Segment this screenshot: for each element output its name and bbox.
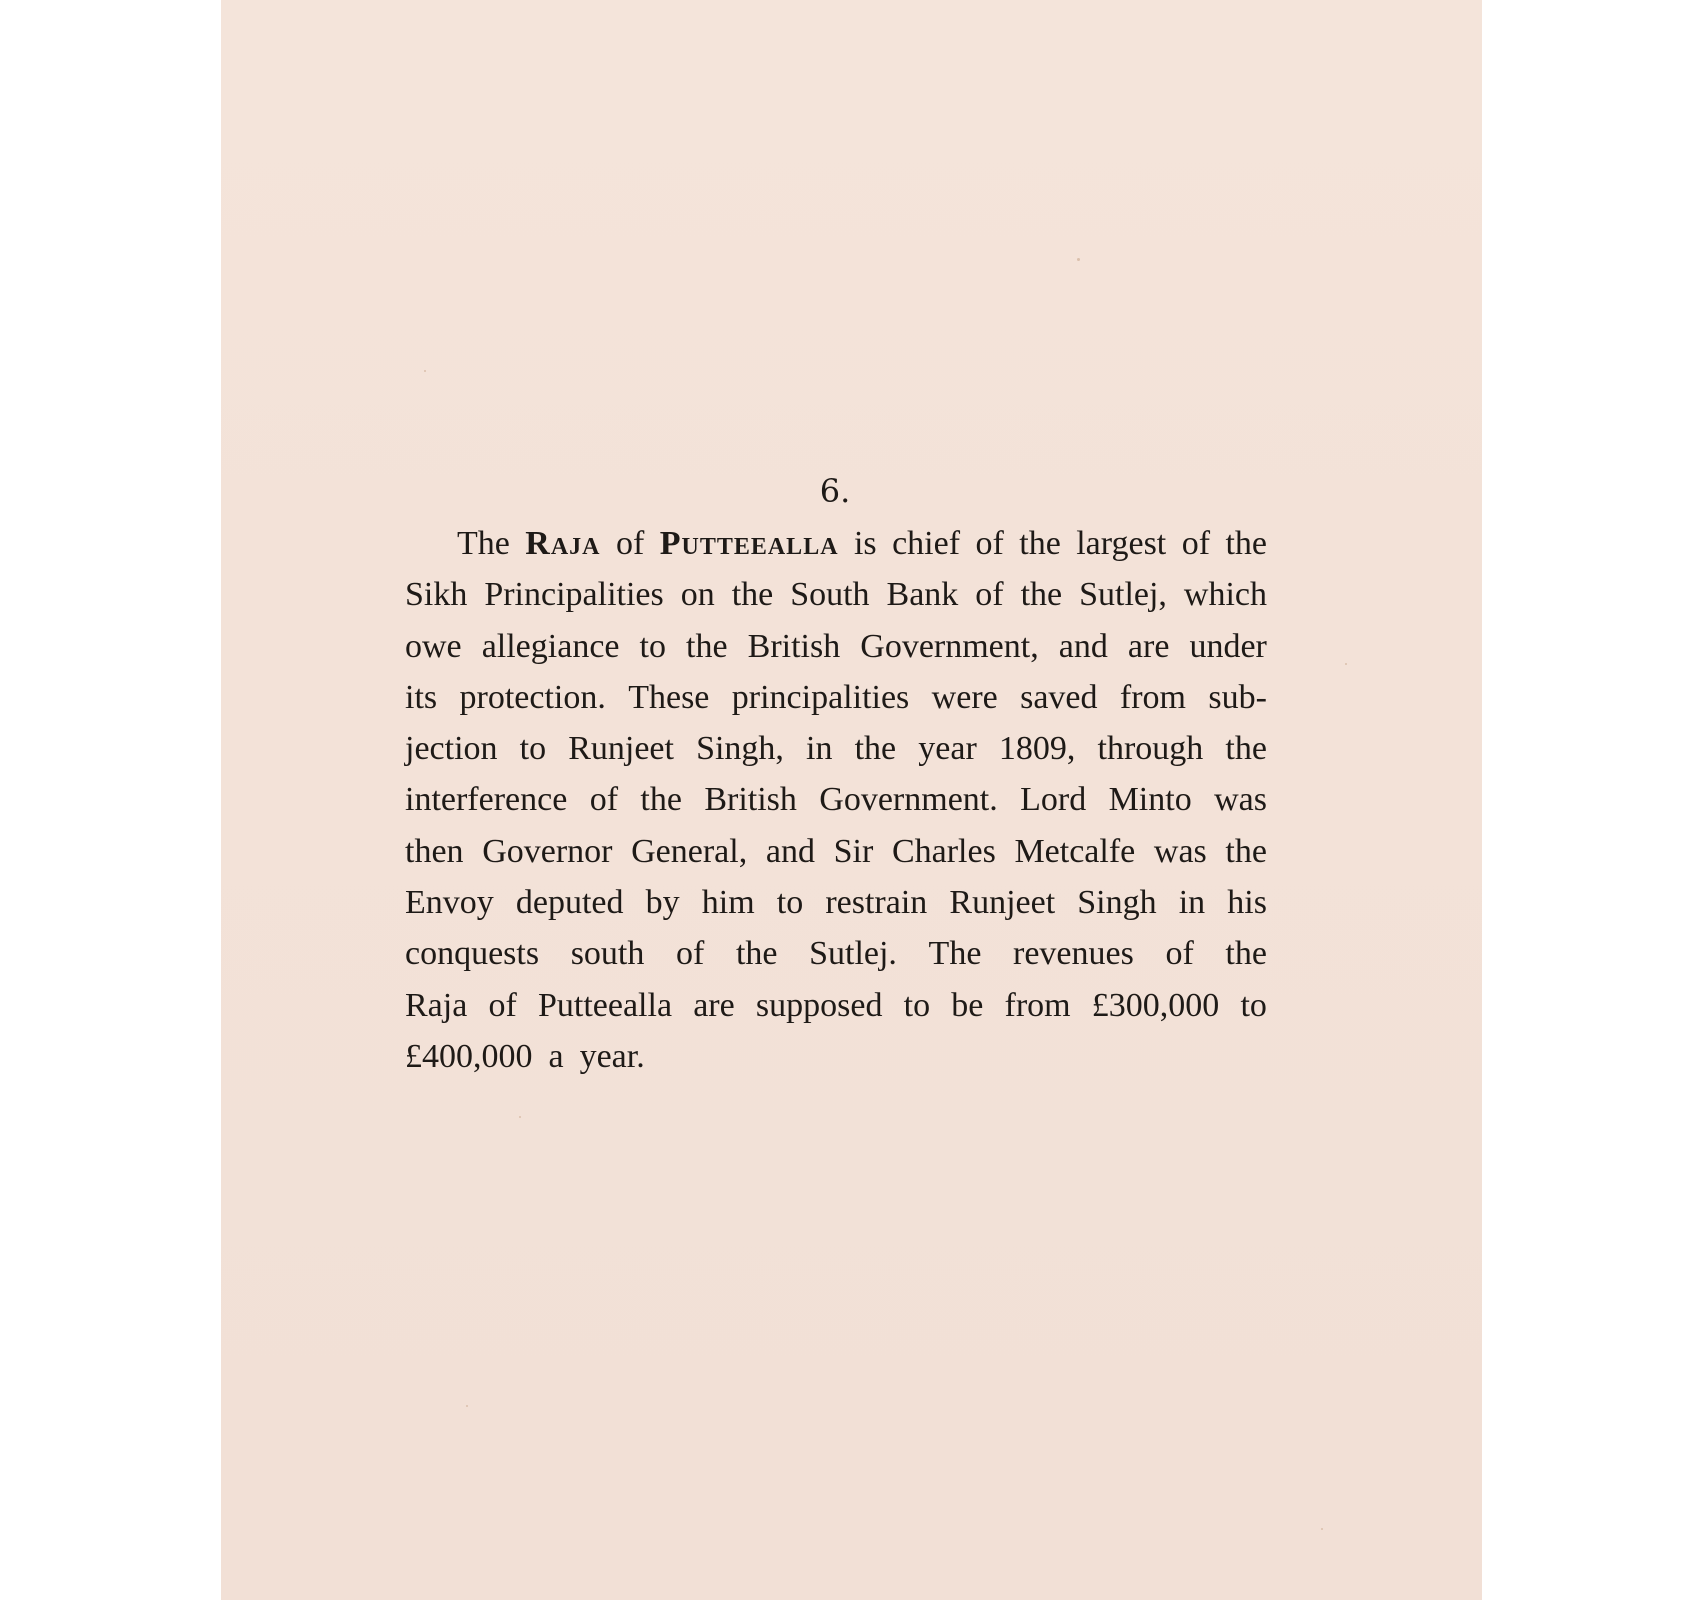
text-line <box>405 877 1267 928</box>
word: allegiance <box>481 627 620 665</box>
word: supposed <box>755 986 883 1024</box>
word: interference <box>405 781 568 819</box>
word: year. <box>579 1037 645 1075</box>
text-line <box>405 928 1267 979</box>
word: on <box>680 576 715 614</box>
word: of <box>589 781 619 819</box>
text-line <box>405 621 1267 672</box>
word: to <box>903 986 931 1024</box>
word: which <box>1183 576 1267 614</box>
word: jection <box>405 730 498 768</box>
text-line <box>405 723 1267 774</box>
word: the <box>1020 576 1063 614</box>
word: Sutlej, <box>1079 576 1167 614</box>
word: the <box>854 730 897 768</box>
text-line <box>405 980 1267 1031</box>
word: was <box>1214 781 1267 819</box>
word: Runjeet <box>568 730 674 768</box>
paper-speck <box>466 1405 468 1407</box>
word: the <box>1019 525 1061 562</box>
word: in <box>806 730 833 768</box>
word: by <box>645 884 680 922</box>
word: Lord <box>1020 781 1087 819</box>
word: him <box>701 884 755 922</box>
word: the <box>640 781 682 819</box>
word: of <box>1181 525 1211 562</box>
word: to <box>776 884 804 922</box>
word: a <box>548 1037 564 1075</box>
word: Governor <box>482 832 613 870</box>
word: Metcalfe <box>1014 832 1136 870</box>
paper-speck <box>519 1116 521 1118</box>
word: to <box>519 730 547 768</box>
word: was <box>1153 832 1207 870</box>
word: Sir <box>833 832 874 870</box>
word: his <box>1227 884 1267 922</box>
word: the <box>731 576 774 614</box>
word: of <box>975 576 1004 614</box>
word: Putteealla <box>537 986 673 1024</box>
text-line <box>405 569 1267 620</box>
word: Charles <box>891 832 996 870</box>
word: of <box>615 525 645 562</box>
word: sub- <box>1208 678 1267 716</box>
word: revenues <box>1013 935 1134 973</box>
text-line <box>405 1031 1267 1082</box>
word: in <box>1178 884 1206 922</box>
word: South <box>790 576 870 614</box>
word: through <box>1097 730 1204 768</box>
word: Singh, <box>696 730 784 768</box>
word: then <box>405 832 464 870</box>
word: Raja <box>525 525 601 562</box>
page-number: 6. <box>819 472 851 510</box>
word: are <box>693 986 735 1024</box>
word: Government, <box>860 627 1039 665</box>
word: and <box>1058 627 1108 665</box>
word: Singh <box>1077 884 1157 922</box>
word: The <box>457 525 510 562</box>
word: These <box>628 678 710 716</box>
word: Raja <box>405 986 468 1024</box>
text-line <box>405 774 1267 825</box>
word: British <box>747 627 841 665</box>
word: south <box>570 935 645 973</box>
word: The <box>928 935 982 973</box>
paper-speck <box>1077 258 1080 261</box>
word: conquests <box>405 935 540 973</box>
paper-speck <box>424 370 426 372</box>
word: Envoy <box>405 884 494 922</box>
word: are <box>1127 627 1170 665</box>
word: Runjeet <box>949 884 1056 922</box>
word: of <box>1165 935 1194 973</box>
word: principalities <box>731 678 910 716</box>
text-line <box>405 826 1267 877</box>
word: British <box>704 781 797 819</box>
word: the <box>686 627 728 665</box>
word: the <box>1225 730 1267 768</box>
word: General, <box>631 832 748 870</box>
word: Putteealla <box>659 525 839 562</box>
word: Principalities <box>484 576 664 614</box>
word: is <box>853 525 877 562</box>
word: deputed <box>515 884 624 922</box>
word: Sutlej. <box>809 935 897 973</box>
paragraph <box>405 518 1267 1082</box>
word: £300,000 <box>1091 986 1220 1024</box>
word: be <box>951 986 984 1024</box>
text-line <box>405 518 1267 569</box>
word: saved <box>1020 678 1098 716</box>
word: its <box>405 678 438 716</box>
word: the <box>735 935 778 973</box>
paper-speck <box>1321 1528 1323 1530</box>
word: Sikh <box>405 576 468 614</box>
word: from <box>1004 986 1071 1024</box>
word: 1809, <box>998 730 1076 768</box>
word: restrain <box>825 884 928 922</box>
word: of <box>975 525 1004 562</box>
word: of <box>676 935 705 973</box>
word: £400,000 <box>405 1037 533 1075</box>
word: year <box>918 730 977 768</box>
paper-speck <box>1345 663 1347 665</box>
word: owe <box>405 627 462 665</box>
word: largest <box>1076 525 1167 562</box>
word: the <box>1225 525 1267 562</box>
word: the <box>1225 935 1267 973</box>
word: chief <box>892 525 961 562</box>
word: the <box>1225 832 1267 870</box>
word: Government. <box>819 781 998 819</box>
word: protection. <box>459 678 606 716</box>
word: of <box>488 986 517 1024</box>
word: Minto <box>1108 781 1192 819</box>
word: were <box>931 678 998 716</box>
word: Bank <box>886 576 959 614</box>
word: and <box>765 832 815 870</box>
text-line <box>405 672 1267 723</box>
word: under <box>1189 627 1267 665</box>
word: to <box>639 627 666 665</box>
word: from <box>1119 678 1186 716</box>
word: to <box>1240 986 1267 1024</box>
